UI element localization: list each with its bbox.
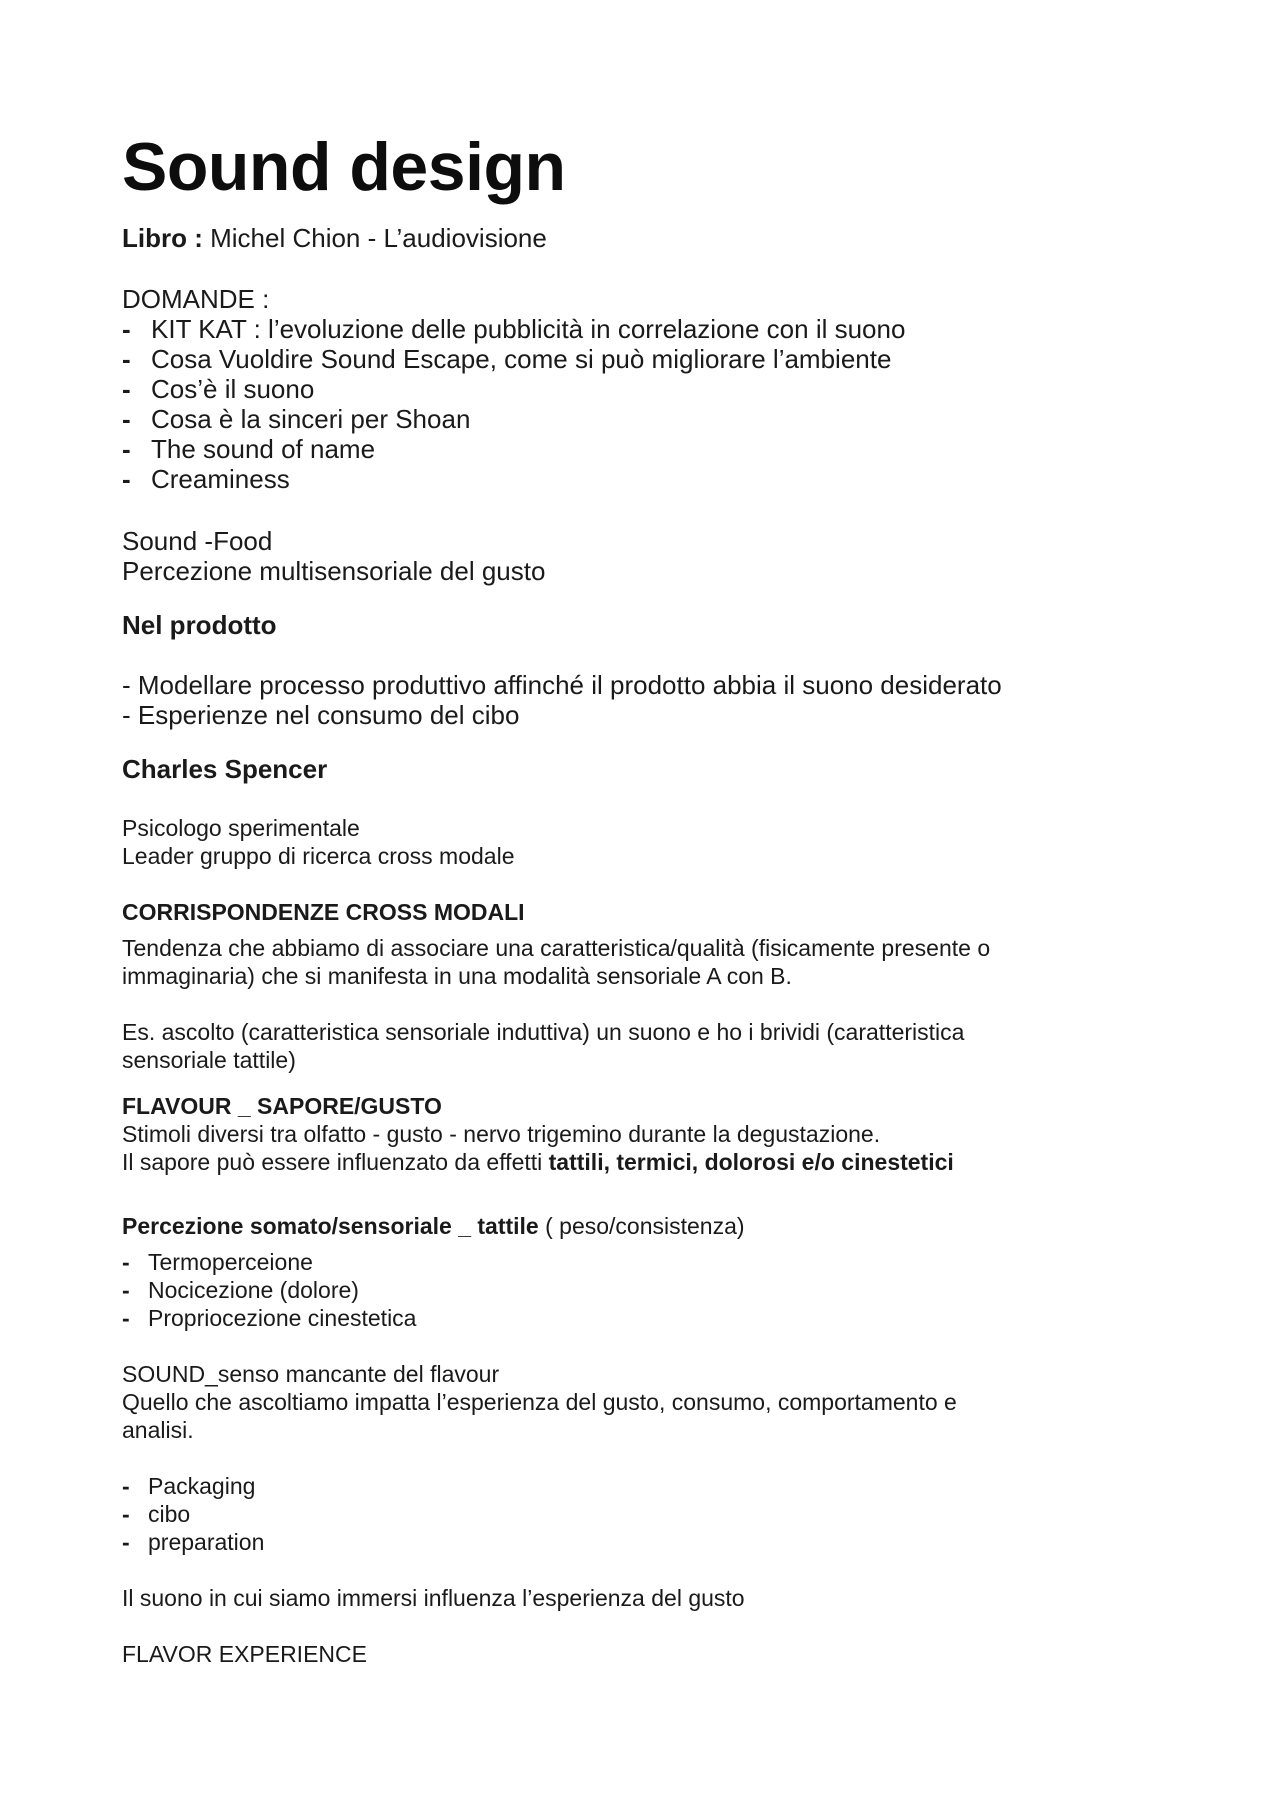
list-item: - The sound of name [122,434,376,464]
list-item: - Cosa è la sinceri per Shoan [122,404,471,434]
sound-missing-heading: SOUND_senso mancante del flavour [122,1361,500,1387]
book-value: Michel Chion - L’audiovisione [210,223,547,253]
flavour-effects-emphasis: tattili, termici, dolorosi e/o cinestetici [548,1149,954,1175]
spencer-role: Psicologo sperimentale [122,815,360,841]
list-item: - Termoperceione [122,1249,313,1275]
list-item: - Nocicezione (dolore) [122,1277,359,1303]
immersed-text: Il suono in cui siamo immersi influenza l’esperienza del gusto [122,1585,745,1611]
list-item: - Creaminess [122,464,290,494]
page-title: Sound design [122,129,566,205]
spencer-group: Leader gruppo di ricerca cross modale [122,843,515,869]
multisensory-line: Percezione multisensoriale del gusto [122,556,546,586]
list-item: - KIT KAT : l’evoluzione delle pubblicità in correlazione con il suono [122,314,906,344]
product-item: - Esperienze nel consumo del cibo [122,700,520,730]
questions-heading: DOMANDE : [122,284,270,314]
list-item: - Propriocezione cinestetica [122,1305,417,1331]
flavor-experience-text: FLAVOR EXPERIENCE [122,1641,367,1667]
product-item: - Modellare processo produttivo affinché il prodotto abbia il suono desiderato [122,670,1002,700]
crossmodal-example: Es. ascolto (caratteristica sensoriale induttiva) un suono e ho i brividi (caratteristica [122,1019,965,1045]
flavour-heading: FLAVOUR _ SAPORE/GUSTO [122,1093,442,1119]
book-label: Libro : [122,223,203,253]
questions-list [122,314,905,494]
list-item: - preparation [122,1529,265,1555]
spencer-heading: Charles Spencer [122,754,328,784]
list-item: - Cosa Vuoldire Sound Escape, come si può migliorare l’ambiente [122,344,892,374]
crossmodal-text: Tendenza che abbiamo di associare una caratteristica/qualità (fisicamente presente o [122,935,991,961]
somato-list [122,1248,416,1332]
flavour-text: Stimoli diversi tra olfatto - gusto - nervo trigemino durante la degustazione. [122,1121,881,1147]
sound-missing-text: Quello che ascoltiamo impatta l’esperienza del gusto, consumo, comportamento e [122,1389,957,1415]
crossmodal-text: immaginaria) che si manifesta in una modalità sensoriale A con B. [122,963,792,989]
sound-food-line: Sound -Food [122,526,273,556]
sound-missing-list [122,1472,264,1556]
sound-missing-text: analisi. [122,1417,194,1443]
list-item: - cibo [122,1501,191,1527]
crossmodal-example: sensoriale tattile) [122,1047,296,1073]
somato-heading: Percezione somato/sensoriale _ tattile ( peso/consistenza) [122,1213,745,1239]
list-item: - Cos’è il suono [122,374,315,404]
book-line [122,223,547,253]
crossmodal-heading: CORRISPONDENZE CROSS MODALI [122,899,525,925]
product-heading: Nel prodotto [122,610,277,640]
list-item: - Packaging [122,1473,256,1499]
flavour-effects: Il sapore può essere influenzato da effetti tattili, termici, dolorosi e/o cinestetici [122,1149,954,1175]
